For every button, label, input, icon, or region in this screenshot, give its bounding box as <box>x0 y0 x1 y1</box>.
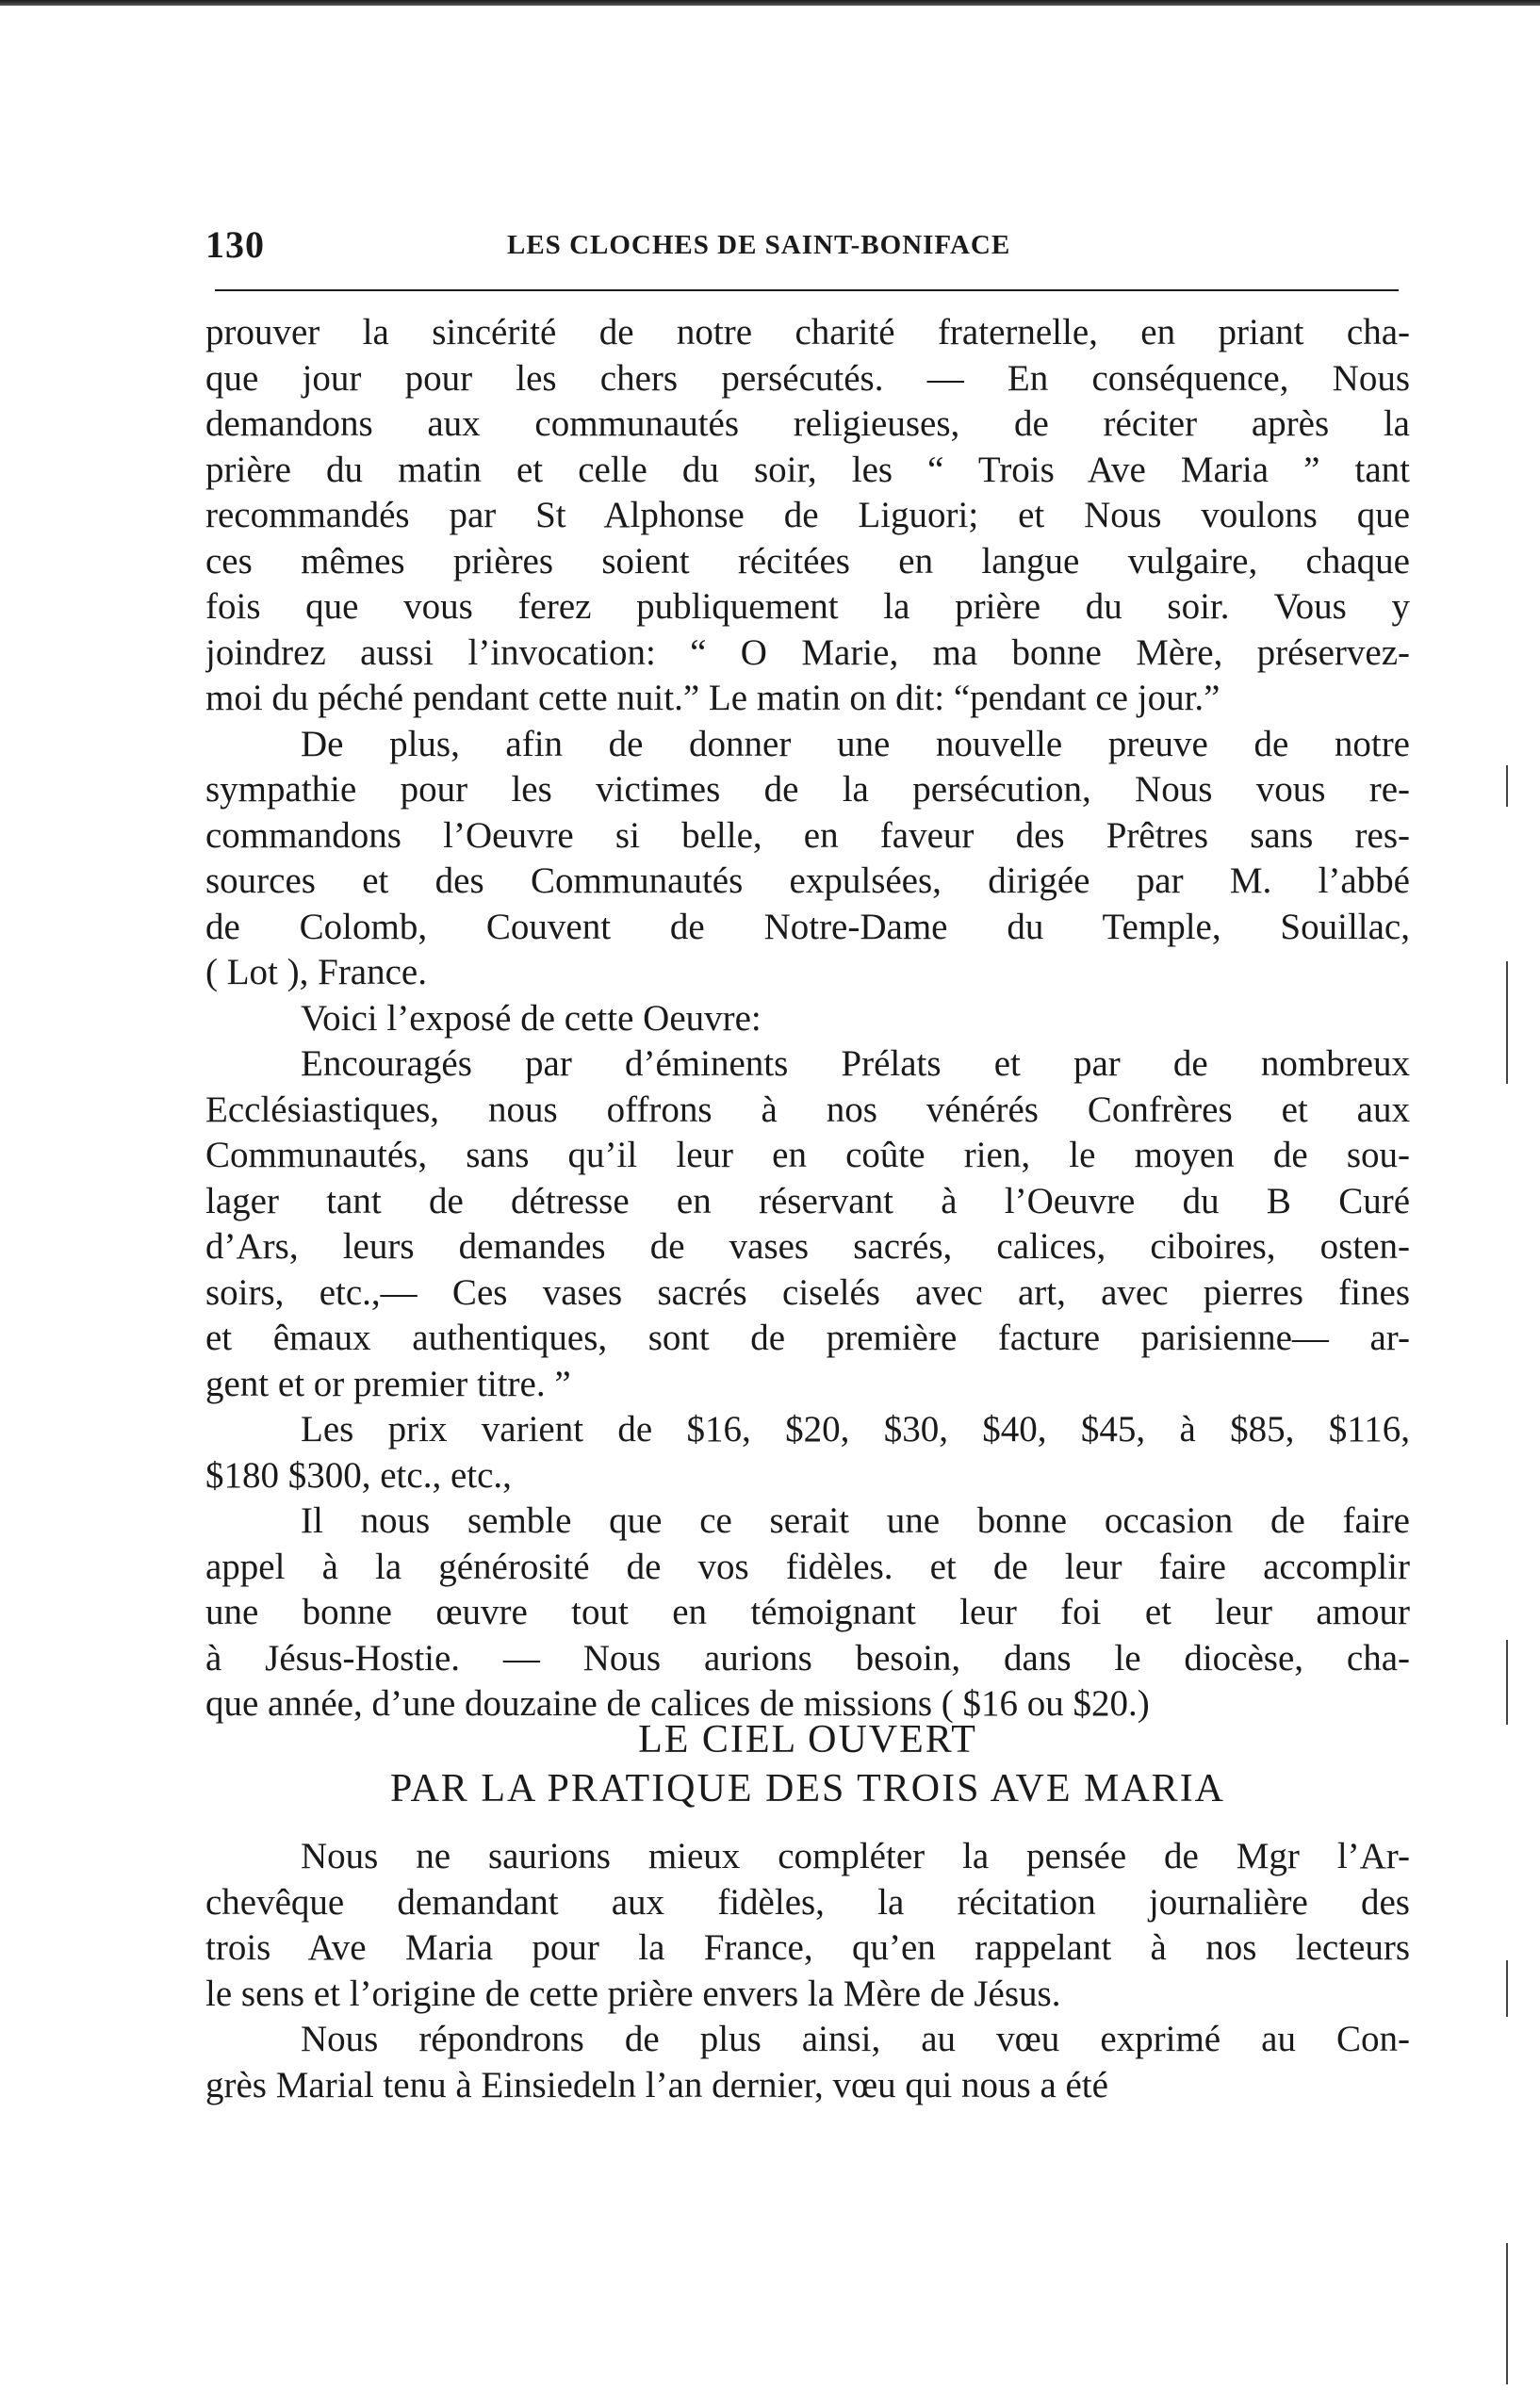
text-line: que année, d’une douzaine de calices de missions ( $16 ou $20.) <box>205 1683 1150 1724</box>
text-line: $180 $300, etc., etc., <box>205 1454 512 1496</box>
text-line: le sens et l’origine de cette prière envers la Mère de Jésus. <box>205 1973 1061 2014</box>
text-line: ces mêmes prières soient récitées en langue vulgaire, chaque <box>205 540 1410 581</box>
text-line: sympathie pour les victimes de la persécution, Nous vous re- <box>205 769 1410 810</box>
text-line: Voici l’exposé de cette Oeuvre: <box>301 997 762 1039</box>
text-line: commandons l’Oeuvre si belle, en faveur des Prêtres sans res- <box>205 814 1410 856</box>
text-line: Il nous semble que ce serait une bonne occasion de faire <box>301 1500 1410 1541</box>
text-line: Les prix varient de $16, $20, $30, $40, $45, à $85, $116, <box>301 1409 1410 1449</box>
text-line: prouver la sincérité de notre charité fraternelle, en priant cha- <box>205 312 1410 352</box>
text-line: soirs, etc.,— Ces vases sacrés ciselés avec art, avec pierres fines <box>205 1271 1410 1313</box>
scan-edge-mark <box>1506 765 1508 807</box>
text-line: sources et des Communautés expulsées, dirigée par M. l’abbé <box>205 860 1410 901</box>
text-line: demandons aux communautés religieuses, de réciter après la <box>205 403 1410 444</box>
paragraph-encourages <box>205 1041 1410 1407</box>
text-line: moi du péché pendant cette nuit.” Le matin on dit: “pendant ce jour.” <box>205 678 1221 718</box>
section-heading-line-1: LE CIEL OUVERT <box>638 1718 977 1761</box>
scan-edge-mark <box>1506 961 1508 1084</box>
text-line: Nous ne saurions mieux compléter la pensée de Mgr l’Ar- <box>301 1836 1410 1876</box>
text-line: que jour pour les chers persécutés. — En conséquence, Nous <box>205 357 1410 399</box>
paragraph-repondrons <box>205 2017 1410 2108</box>
text-line: de Colomb, Couvent de Notre-Dame du Temple, Souillac, <box>205 906 1410 947</box>
text-line: une bonne œuvre tout en témoignant leur foi et leur amour <box>205 1592 1410 1632</box>
text-line: gent et or premier titre. ” <box>205 1363 571 1404</box>
text-line: à Jésus-Hostie. — Nous aurions besoin, dans le diocèse, cha- <box>205 1637 1410 1679</box>
section-body-text <box>205 1834 1410 2108</box>
text-line: chevêque demandant aux fidèles, la récitation journalière des <box>205 1881 1410 1923</box>
text-line: fois que vous ferez publiquement la prière du soir. Vous y <box>205 586 1410 627</box>
text-line: Ecclésiastiques, nous offrons à nos vénérés Confrères et aux <box>205 1089 1410 1130</box>
text-line: De plus, afin de donner une nouvelle preuve de notre <box>301 723 1410 764</box>
paragraph-occasion <box>205 1498 1410 1728</box>
page-header <box>205 222 1405 279</box>
paragraph-oeuvre <box>205 722 1410 996</box>
text-line: lager tant de détresse en réservant à l’Oeuvre du B Curé <box>205 1180 1410 1221</box>
paragraph-completer <box>205 1834 1410 2017</box>
text-line: joindrez aussi l’invocation: “ O Marie, ma bonne Mère, préservez- <box>205 631 1410 673</box>
text-line: Encouragés par d’éminents Prélats et par de nombreux <box>301 1043 1410 1084</box>
top-edge-rule <box>0 0 1540 6</box>
scan-edge-mark <box>1506 1960 1508 2017</box>
text-line: Nous répondrons de plus ainsi, au vœu exprimé au Con- <box>301 2019 1410 2059</box>
text-line: d’Ars, leurs demandes de vases sacrés, calices, ciboires, osten- <box>205 1226 1410 1267</box>
text-line: recommandés par St Alphonse de Liguori; et Nous voulons que <box>205 495 1410 535</box>
text-line: grès Marial tenu à Einsiedeln l’an dernier, vœu qui nous a été <box>205 2064 1108 2105</box>
body-text <box>205 310 1410 1728</box>
page-number: 130 <box>205 223 265 266</box>
section-heading <box>205 1715 1410 1813</box>
text-line: Communautés, sans qu’il leur en coûte rien, le moyen de sou- <box>205 1135 1410 1175</box>
section-heading-line-2: PAR LA PRATIQUE DES TROIS AVE MARIA <box>389 1767 1226 1810</box>
text-line: ( Lot ), France. <box>205 952 427 992</box>
paragraph-expose <box>205 996 1410 1042</box>
text-line: prière du matin et celle du soir, les “ Trois Ave Maria ” tant <box>205 449 1410 490</box>
text-line: appel à la générosité de vos fidèles. et de leur faire accomplir <box>205 1546 1410 1587</box>
running-title: LES CLOCHES DE SAINT-BONIFACE <box>507 230 1011 260</box>
text-line: trois Ave Maria pour la France, qu’en rappelant à nos lecteurs <box>205 1927 1410 1968</box>
scan-edge-mark <box>1506 2243 1508 2384</box>
paragraph-prix <box>205 1407 1410 1498</box>
text-line: et êmaux authentiques, sont de première facture parisienne— ar- <box>205 1318 1410 1358</box>
paragraph-continuation <box>205 310 1410 722</box>
scan-edge-mark <box>1506 1640 1508 1725</box>
header-rule <box>215 289 1399 291</box>
